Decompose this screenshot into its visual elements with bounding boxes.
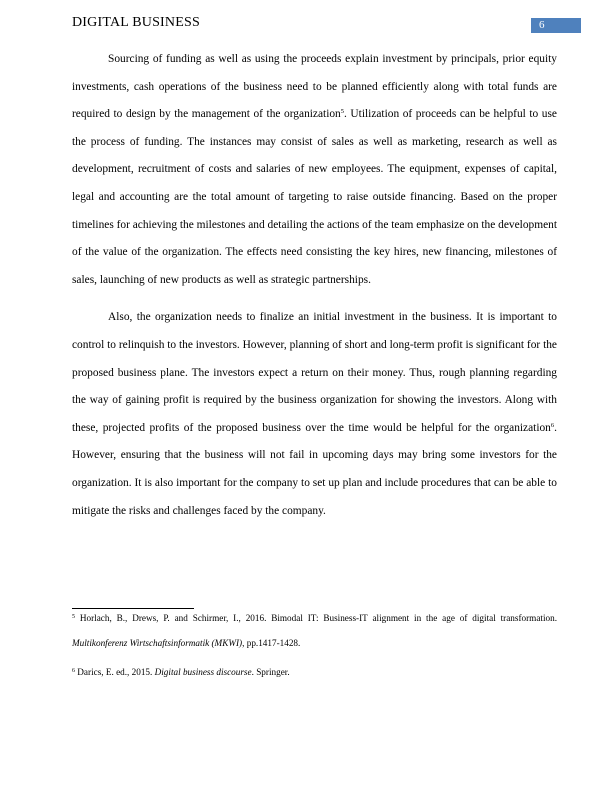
footnote-ref-6[interactable]: 6 [550, 421, 555, 429]
footnote-5 [72, 606, 557, 655]
footnote-source-title: Digital business discourse [154, 667, 252, 678]
paragraph-1-text-start: Sourcing of funding as well as using the proceeds explain investment by principals, prior equity investments, cash operations of the business need to be planned efficiently along with total funds are required to design by the management of the organization [72, 53, 557, 121]
document-body [72, 46, 557, 535]
page-number: 6 [539, 19, 545, 31]
footnote-number: 6 [72, 668, 75, 675]
body-paragraph-1 [72, 46, 557, 294]
footnote-text: Darics, E. ed., 2015. [75, 667, 155, 678]
footnote-text: Horlach, B., Drews, P. and Schirmer, I., 2016. Bimodal IT: Business-IT alignment in the age of digital transformation. [75, 613, 557, 623]
footnote-ref-5[interactable]: 5 [340, 108, 345, 116]
paragraph-2-text-start: Also, the organization needs to finalize an initial investment in the business. It is important to control to relinquish to the investors. However, planning of short and long-term profit is significant for the proposed business plane. The investors expect a return on their money. Thus, rough planning regarding the way of gaining profit is required by the business organization for showing the investors. Along with these, projected profits of the proposed business over the time would be helpful for the organization [72, 311, 557, 434]
paragraph-2-text-end: . However, ensuring that the business will not fail in upcoming days may bring some investors for the organization. It is also important for the company to set up plan and include procedures that can be able to mitigate the risks and challenges faced by the company. [72, 421, 557, 517]
body-paragraph-2 [72, 304, 557, 525]
footnotes-section [72, 606, 557, 690]
footnote-source-title: Multikonferenz Wirtschaftsinformatik (MKWI) [72, 637, 243, 648]
page-number-badge [531, 18, 581, 33]
footnote-6 [72, 660, 557, 685]
footnote-number: 5 [72, 614, 75, 620]
footnote-pages: , pp.1417-1428. [242, 637, 301, 648]
paragraph-1-text-end: . Utilization of proceeds can be helpful to use the process of funding. The instances may consist of sales as well as marketing, research as well as development, recruitment of costs and salaries of new employees. The equipment, expenses of capital, legal and accounting are the total amount of targeting to raise outside financing. Based on the proper timelines for achieving the milestones and detailing the actions of the team emphasize on the development of the value of the organization. The effects need consisting the key hires, new financing, milestones of sales, launching of new products as well as strategic partnerships. [72, 108, 557, 286]
footnote-publisher: . Springer. [251, 667, 290, 678]
running-header-title: DIGITAL BUSINESS [72, 15, 200, 30]
